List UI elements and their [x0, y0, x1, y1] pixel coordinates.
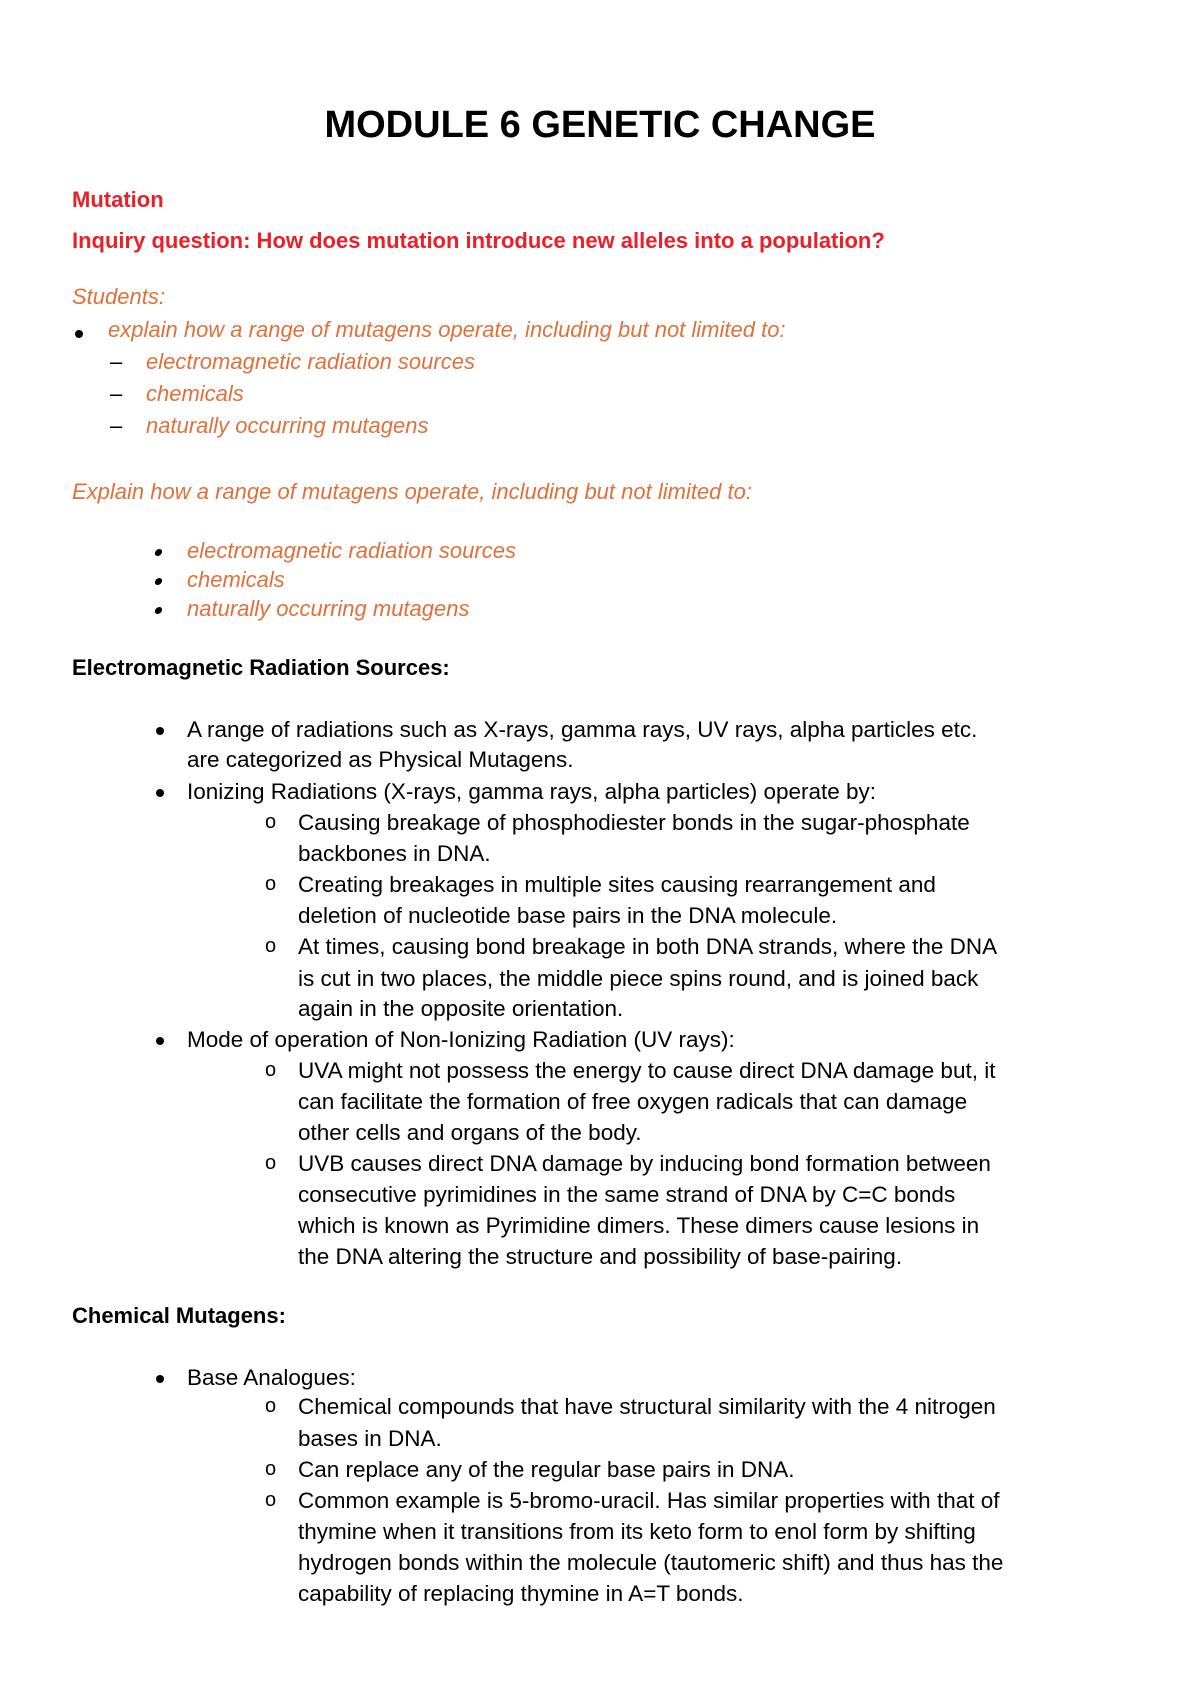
em-heading: Electromagnetic Radiation Sources: — [72, 655, 450, 680]
chem-bullet-1: Base Analogues: — [187, 1365, 356, 1390]
bullet-icon — [154, 607, 163, 614]
syllabus-bullet: explain how a range of mutagens operate, including but not limited to: — [108, 317, 786, 342]
circle-bullet-icon: o — [265, 1059, 277, 1081]
chem-heading: Chemical Mutagens: — [72, 1303, 286, 1328]
bullet-icon — [154, 578, 163, 585]
chem-sub-item-cont: thymine when it transitions from its keto form to enol form by shifting — [298, 1519, 976, 1544]
dash-icon: – — [110, 413, 123, 438]
circle-bullet-icon: o — [265, 1395, 277, 1417]
circle-bullet-icon: o — [265, 873, 277, 895]
em-sub-item-cont: the DNA altering the structure and possibility of base-pairing. — [298, 1244, 903, 1269]
em-bullet-1-cont: are categorized as Physical Mutagens. — [187, 747, 574, 772]
chem-sub-item-cont: hydrogen bonds within the molecule (tautomeric shift) and thus has the — [298, 1550, 1004, 1575]
em-sub-item-cont: consecutive pyrimidines in the same strand of DNA by C=C bonds — [298, 1182, 956, 1207]
syllabus-dash-item: naturally occurring mutagens — [146, 413, 429, 438]
em-bullet-2: Ionizing Radiations (X-rays, gamma rays, alpha particles) operate by: — [187, 779, 877, 804]
page-title: MODULE 6 GENETIC CHANGE — [324, 104, 876, 146]
circle-bullet-icon: o — [265, 1152, 277, 1174]
em-sub-item-cont: other cells and organs of the body. — [298, 1120, 642, 1145]
em-sub-item: UVA might not possess the energy to cause direct DNA damage but, it — [298, 1058, 996, 1083]
em-sub-item-cont: backbones in DNA. — [298, 841, 491, 866]
circle-bullet-icon: o — [265, 1489, 277, 1511]
inquiry-question: Inquiry question: How does mutation introduce new alleles into a population? — [72, 228, 885, 253]
circle-bullet-icon: o — [265, 1458, 277, 1480]
circle-bullet-icon: o — [265, 811, 277, 833]
dash-icon: – — [110, 381, 123, 406]
em-sub-item: At times, causing bond breakage in both DNA strands, where the DNA — [298, 934, 998, 959]
section-title: Mutation — [72, 187, 164, 212]
chem-sub-item-cont: capability of replacing thymine in A=T bonds. — [298, 1581, 744, 1606]
em-sub-item-cont: deletion of nucleotide base pairs in the DNA molecule. — [298, 903, 838, 928]
dash-icon: – — [110, 349, 123, 374]
em-sub-item: Causing breakage of phosphodiester bonds in the sugar-phosphate — [298, 810, 970, 835]
bullet-icon — [156, 789, 164, 797]
restated-intro: Explain how a range of mutagens operate, including but not limited to: — [72, 479, 752, 504]
bullet-icon — [156, 727, 164, 735]
chem-sub-item-cont: bases in DNA. — [298, 1426, 442, 1451]
em-sub-item-cont: can facilitate the formation of free oxygen radicals that can damage — [298, 1089, 968, 1114]
em-sub-item: Creating breakages in multiple sites causing rearrangement and — [298, 872, 936, 897]
em-bullet-3: Mode of operation of Non-Ionizing Radiation (UV rays): — [187, 1027, 735, 1052]
em-sub-item-cont: which is known as Pyrimidine dimers. These dimers cause lesions in — [298, 1213, 980, 1238]
bullet-icon — [75, 330, 83, 338]
em-sub-item: UVB causes direct DNA damage by inducing bond formation between — [298, 1151, 991, 1176]
circle-bullet-icon: o — [265, 935, 277, 957]
em-bullet-1: A range of radiations such as X-rays, gamma rays, UV rays, alpha particles etc. — [187, 717, 978, 742]
em-sub-item-cont: again in the opposite orientation. — [298, 996, 624, 1021]
bullet-icon — [154, 549, 163, 556]
students-label: Students: — [72, 284, 165, 309]
chem-sub-item: Chemical compounds that have structural similarity with the 4 nitrogen — [298, 1394, 996, 1419]
em-sub-item-cont: is cut in two places, the middle piece spins round, and is joined back — [298, 966, 979, 991]
bullet-icon — [156, 1037, 164, 1045]
chem-sub-item: Common example is 5-bromo-uracil. Has similar properties with that of — [298, 1488, 1000, 1513]
restated-item: electromagnetic radiation sources — [187, 538, 516, 563]
restated-item: naturally occurring mutagens — [187, 596, 470, 621]
syllabus-dash-item: electromagnetic radiation sources — [146, 349, 475, 374]
syllabus-dash-item: chemicals — [146, 381, 244, 406]
bullet-icon — [156, 1375, 164, 1383]
chem-sub-item: Can replace any of the regular base pairs in DNA. — [298, 1457, 795, 1482]
restated-item: chemicals — [187, 567, 285, 592]
